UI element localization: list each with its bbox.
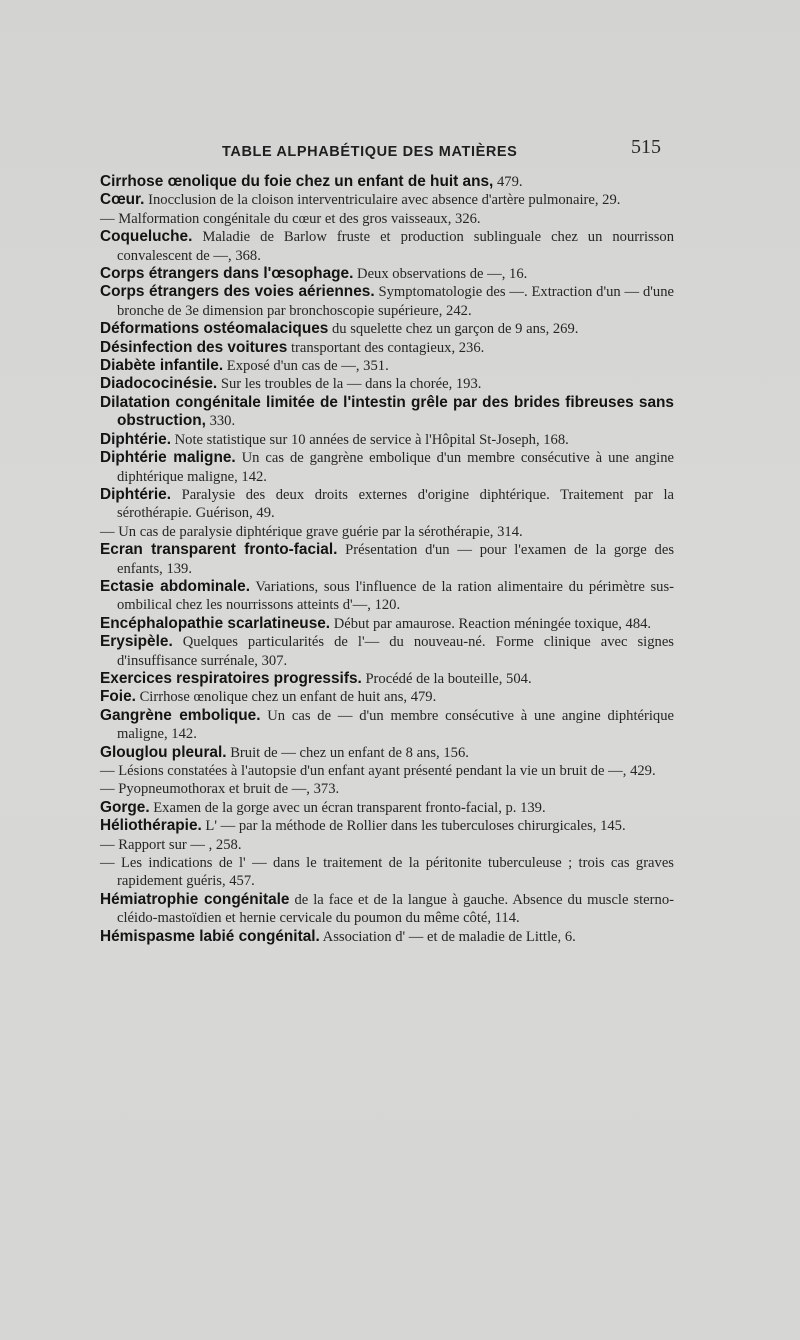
entry-term: Gorge. xyxy=(100,798,150,816)
entry-term: Désinfection des voitures xyxy=(100,338,288,356)
entry-term: Coqueluche. xyxy=(100,228,193,246)
entry-text: Inocclusion de la cloison interventriculaire avec absence d'artère pulmonaire, 29. xyxy=(144,192,621,209)
index-entry xyxy=(100,283,674,320)
entry-term: Diadococinésie. xyxy=(100,375,218,393)
entry-term: Ectasie abdominale. xyxy=(100,577,250,595)
entry-text: — Malformation congénitale du cœur et des gros vaisseaux, 326. xyxy=(100,210,481,227)
index-entry xyxy=(100,670,674,688)
index-entry xyxy=(100,431,674,449)
index-entry xyxy=(100,210,674,228)
entry-term: Cœur. xyxy=(100,191,145,209)
index-entry xyxy=(100,762,674,780)
index-entry xyxy=(100,854,674,891)
entry-term: Héliothérapie. xyxy=(100,817,202,835)
entry-text: L' — par la méthode de Rollier dans les tuberculoses chirurgicales, 145. xyxy=(201,818,626,835)
index-entry xyxy=(100,928,674,946)
index-entry xyxy=(100,339,674,357)
index-entry xyxy=(100,891,674,928)
running-title: TABLE ALPHABÉTIQUE DES MATIÈRES xyxy=(222,144,518,160)
entry-term: Erysipèle. xyxy=(100,633,173,651)
index-entry xyxy=(100,633,674,670)
index-entry xyxy=(100,780,674,798)
index-entry xyxy=(100,357,674,375)
index-entry xyxy=(100,375,674,393)
entry-term: Diabète infantile. xyxy=(100,357,224,375)
entry-term: Corps étrangers dans l'œsophage. xyxy=(100,265,354,283)
entry-term: Diphtérie. xyxy=(100,430,171,448)
index-entry xyxy=(100,688,674,706)
entry-text: Paralysie des deux droits externes d'origine diphtérique. Traitement par la sérothérapie. Guérison, 49. xyxy=(117,486,674,522)
entry-term: Gangrène embolique. xyxy=(100,706,261,724)
entry-term: Diphtérie maligne. xyxy=(100,449,236,467)
entry-text: — Pyopneumothorax et bruit de —, 373. xyxy=(100,781,340,798)
entry-text: Deux observations de —, 16. xyxy=(353,266,528,283)
entry-text: — Lésions constatées à l'autopsie d'un enfant ayant présenté pendant la vie un bruit de —, 429. xyxy=(100,763,656,779)
entry-text: transportant des contagieux, 236. xyxy=(287,339,485,356)
index-entries xyxy=(100,173,674,946)
entry-text: 479. xyxy=(493,174,523,190)
entry-text: Quelques particularités de l'— du nouveau-né. Forme clinique avec signes d'insuffisance surrénale, 307. xyxy=(117,634,674,669)
entry-term: Hémiatrophie congénitale xyxy=(100,890,290,908)
entry-text: 330. xyxy=(205,413,236,430)
entry-text: du squelette chez un garçon de 9 ans, 269. xyxy=(328,321,579,338)
entry-text: Début par amaurose. Reaction méningée toxique, 484. xyxy=(330,615,652,632)
entry-text: Maladie de Barlow fruste et production sublinguale chez un nourrisson convalescent de —, 368. xyxy=(117,229,674,264)
index-entry xyxy=(100,541,674,578)
entry-text: Procédé de la bouteille, 504. xyxy=(361,670,532,687)
entry-text: Exposé d'un cas de —, 351. xyxy=(223,358,389,375)
index-entry xyxy=(100,265,674,283)
index-entry xyxy=(100,707,674,744)
index-entry xyxy=(100,449,674,486)
entry-text: Note statistique sur 10 années de service à l'Hôpital St-Joseph, 168. xyxy=(170,431,569,448)
entry-text: Un cas de gangrène embolique d'un membre consécutive à une angine diphtérique maligne, 142. xyxy=(117,450,674,485)
entry-text: Cirrhose œnolique chez un enfant de huit ans, 479. xyxy=(135,689,437,706)
entry-term: Ecran transparent fronto-facial. xyxy=(100,541,338,559)
index-entry xyxy=(100,191,674,209)
entry-text: Un cas de — d'un membre consécutive à une angine diphtérique maligne, 142. xyxy=(117,707,674,743)
index-entry xyxy=(100,615,674,633)
entry-text: Variations, sous l'influence de la ration alimentaire du périmètre sus-ombilical chez les nourrissons atteints d'—, 120. xyxy=(117,578,674,614)
entry-term: Glouglou pleural. xyxy=(100,743,227,761)
entry-term: Dilatation congénitale limitée de l'intestin grêle par des brides fibreuses sans obstruction, xyxy=(100,393,674,430)
entry-text: — Les indications de l' — dans le traitement de la péritonite tuberculeuse ; trois cas graves rapidement guéris, 457. xyxy=(100,855,674,890)
entry-term: Cirrhose œnolique du foie chez un enfant de huit ans, xyxy=(100,173,494,190)
index-entry xyxy=(100,394,674,431)
index-entry xyxy=(100,744,674,762)
page-number: 515 xyxy=(631,136,661,158)
index-entry xyxy=(100,523,674,541)
index-entry xyxy=(100,817,674,835)
index-entry xyxy=(100,228,674,265)
entry-term: Hémispasme labié congénital. xyxy=(100,927,320,945)
entry-term: Foie. xyxy=(100,688,136,706)
entry-text: — Un cas de paralysie diphtérique grave guérie par la sérothérapie, 314. xyxy=(100,523,523,540)
index-entry xyxy=(100,836,674,854)
entry-term: Encéphalopathie scarlatineuse. xyxy=(100,614,331,632)
page-header xyxy=(0,136,800,166)
index-entry xyxy=(100,320,674,338)
entry-text: Symptomatologie des —. Extraction d'un — d'une bronche de 3e dimension par bronchoscopie supérieure, 242. xyxy=(117,284,674,319)
index-entry xyxy=(100,173,674,191)
entry-text: Sur les troubles de la — dans la chorée, 193. xyxy=(217,376,482,393)
entry-term: Déformations ostéomalaciques xyxy=(100,320,329,338)
entry-text: Bruit de — chez un enfant de 8 ans, 156. xyxy=(226,744,469,761)
index-entry xyxy=(100,799,674,817)
entry-term: Corps étrangers des voies aériennes. xyxy=(100,283,375,301)
entry-text: de la face et de la langue à gauche. Absence du muscle sterno-cléido-mastoïdien et hernie cervicale du poumon du même côté, 114. xyxy=(117,891,674,927)
index-entry xyxy=(100,578,674,615)
entry-text: Association d' — et de maladie de Little, 6. xyxy=(319,928,576,945)
entry-text: Présentation d'un — pour l'examen de la gorge des enfants, 139. xyxy=(117,542,674,577)
entry-text: — Rapport sur — , 258. xyxy=(100,836,242,853)
entry-text: Examen de la gorge avec un écran transparent fronto-facial, p. 139. xyxy=(149,799,546,816)
entry-term: Diphtérie. xyxy=(100,485,171,503)
index-entry xyxy=(100,486,674,523)
entry-term: Exercices respiratoires progressifs. xyxy=(100,669,362,687)
